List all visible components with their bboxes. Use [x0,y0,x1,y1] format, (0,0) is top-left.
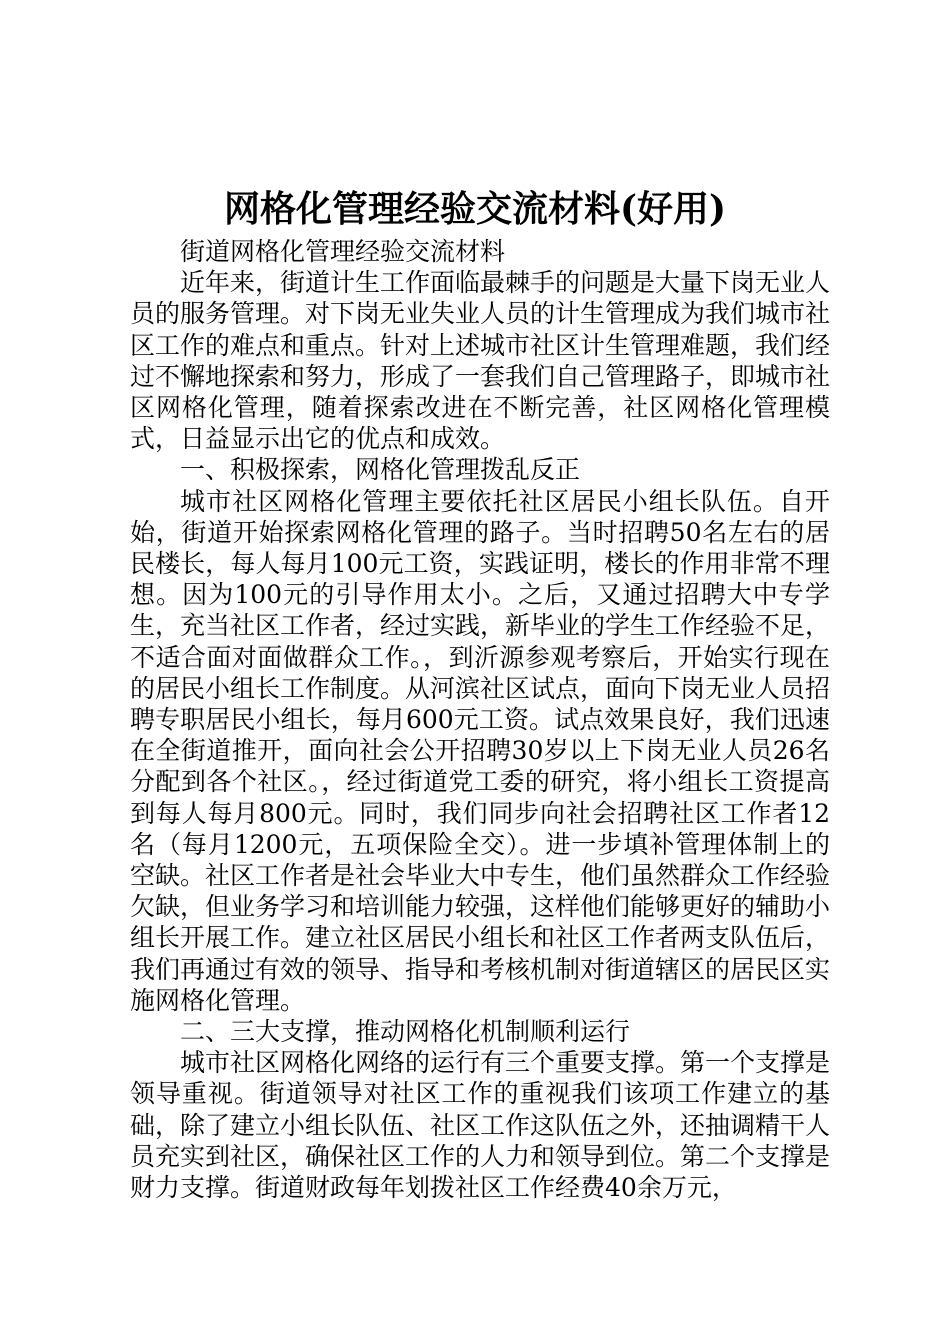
subtitle-paragraph: 街道网格化管理经验交流材料 [180,237,506,266]
document-title: 网格化管理经验交流材料(好用) [223,188,727,230]
intro-paragraph: 近年来，街道计生工作面临最棘手的问题是大量下岗无业人员的服务管理。对下岗无业失业人员的计生管理成为我们城市社区工作的难点和重点。针对上述城市社区计生管理难题，我们经过不懈地探索和努力，形成了一套我们自己管理路子，即城市社区网格化管理，随着探索改进在不断完善，社区网格化管理模式，日益显示出它的优点和成效。 [130,268,831,454]
section-1-paragraph: 城市社区网格化管理主要依托社区居民小组长队伍。自开始，街道开始探索网格化管理的路子。当时招聘50名左右的居民楼长，每人每月100元工资，实践证明，楼长的作用非常不理想。因为100元的引导作用太小。之后，又通过招聘大中专学生，充当社区工作者，经过实践，新毕业的学生工作经验不足，不适合面对面做群众工作。，到沂源参观考察后，开始实行现在的居民小组长工作制度。从河滨社区试点，面向下岗无业人员招聘专职居民小组长，每月600元工资。试点效果良好，我们迅速在全街道推开，面向社会公开招聘30岁以上下岗无业人员26名分配到各个社区。，经过街道党工委的研究，将小组长工资提高到每人每月800元。同时，我们同步向社会招聘社区工作者12名（每月1200元，五项保险全交）。进一步填补管理体制上的空缺。社区工作者是社会毕业大中专生，他们虽然群众工作经验欠缺，但业务学习和培训能力较强，这样他们能够更好的辅助小组长开展工作。建立社区居民小组长和社区工作者两支队伍后，我们再通过有效的领导、指导和考核机制对街道辖区的居民区实施网格化管理。 [130,486,831,1015]
section-2-paragraph: 城市社区网格化网络的运行有三个重要支撑。第一个支撑是领导重视。街道领导对社区工作的重视我们该项工作建立的基础，除了建立小组长队伍、社区工作这队伍之外，还抽调精干人员充实到社区，确保社区工作的人力和领导到位。第二个支撑是财力支撑。街道财政每年划拨社区工作经费40余万元， [130,1048,831,1203]
section-heading-2: 二、三大支撑，推动网格化机制顺利运行 [180,1017,631,1047]
document-body [130,236,830,1203]
section-heading-1: 一、积极探索，网格化管理拨乱反正 [180,455,581,485]
